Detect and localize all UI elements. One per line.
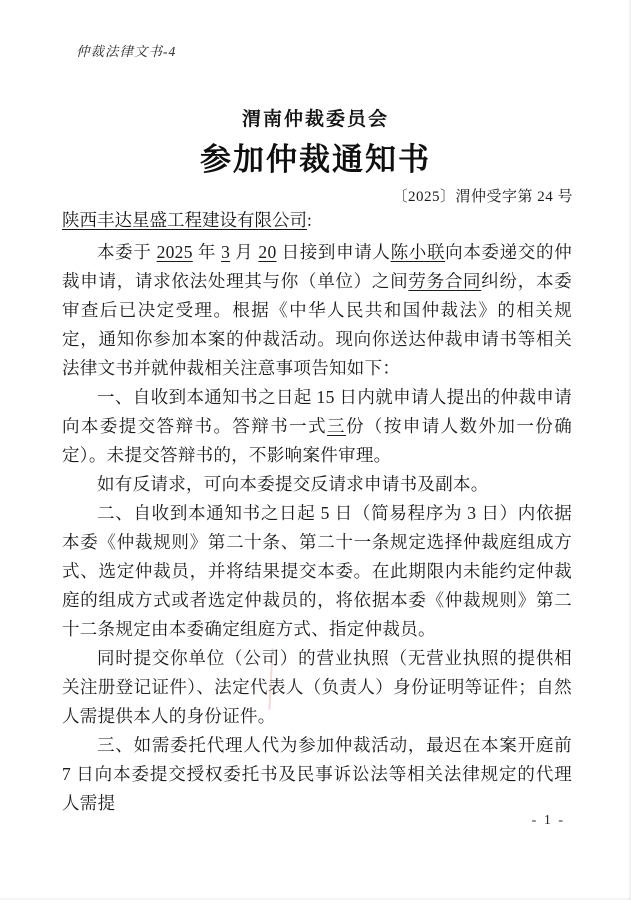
text-segment: 纠纷，本委审查后已决定受理。根据《中华人民共和国仲裁法》的相关规定，通知你参加本案的仲裁活动。现向你送达仲裁申请书等相关法律文书并就仲裁相关注意事项告知如下： <box>62 271 572 378</box>
text-segment: 年 <box>192 242 222 262</box>
text-segment: 一、自收到本通知书之日起 15 日内就申请人提出的仲裁申请向本委提交答辩书。答辩书一式 <box>62 387 572 436</box>
filled-blank: 劳务合同 <box>408 271 482 291</box>
body-paragraph <box>62 383 572 470</box>
text-segment: 三、如需委托代理人代为参加仲裁活动，最迟在本案开庭前 7 日向本委提交授权委托书及民事诉讼法等相关法律规定的代理人需提 <box>62 735 572 813</box>
document-content <box>62 206 572 818</box>
addressee-name: 陕西丰达星盛工程建设有限公司 <box>62 210 307 230</box>
filled-blank: 陈小联 <box>390 242 446 262</box>
body-paragraph <box>62 238 572 383</box>
body-paragraph <box>62 644 572 731</box>
text-segment: 本委于 <box>97 242 157 262</box>
text-segment: 同时提交你单位（公司）的营业执照（无营业执照的提供相关注册登记证件）、法定代表人（负责人）身份证明等证件；自然人需提供本人的身份证件。 <box>62 648 572 726</box>
document-body <box>62 238 572 818</box>
organization-name: 渭南仲裁委员会 <box>241 109 389 130</box>
filled-blank: 2025 <box>156 242 193 262</box>
text-segment: 如有反请求，可向本委提交反请求申请书及副本。 <box>97 474 489 494</box>
filled-blank: 三 <box>327 416 346 436</box>
addressee-colon: : <box>307 210 312 230</box>
addressee-line <box>62 206 572 235</box>
doc-series-label: 仲裁法律文书-4 <box>76 44 177 59</box>
filled-blank: 3 <box>221 242 231 262</box>
text-segment: 向本委递交的仲裁申请，请求依法处理其与你（单位）之间 <box>62 242 573 291</box>
body-paragraph <box>62 470 572 499</box>
text-segment: 份（按申请人数外加一份确定）。未提交答辩书的，不影响案件审理。 <box>62 416 572 465</box>
body-paragraph <box>62 499 572 644</box>
page-number: - 1 - <box>531 813 565 828</box>
document-number: 〔2025〕渭仲受字第 24 号 <box>392 189 573 205</box>
body-paragraph <box>62 731 572 818</box>
document-title: 参加仲裁通知书 <box>200 142 431 177</box>
filled-blank: 20 <box>258 242 277 262</box>
text-segment: 二、自收到本通知书之日起 5 日（简易程序为 3 日）内依据本委《仲裁规则》第二十条、第二十一条规定选择仲裁庭组成方式、选定仲裁员，并将结果提交本委。在此期限内未能约定仲裁庭的组成方式或者选定仲裁员的，将依据本委《仲裁规则》第二十二条规定由本委确定组庭方式、指定仲裁员。 <box>62 503 572 639</box>
text-segment: 日接到申请人 <box>276 242 391 262</box>
text-segment: 月 <box>230 242 259 262</box>
